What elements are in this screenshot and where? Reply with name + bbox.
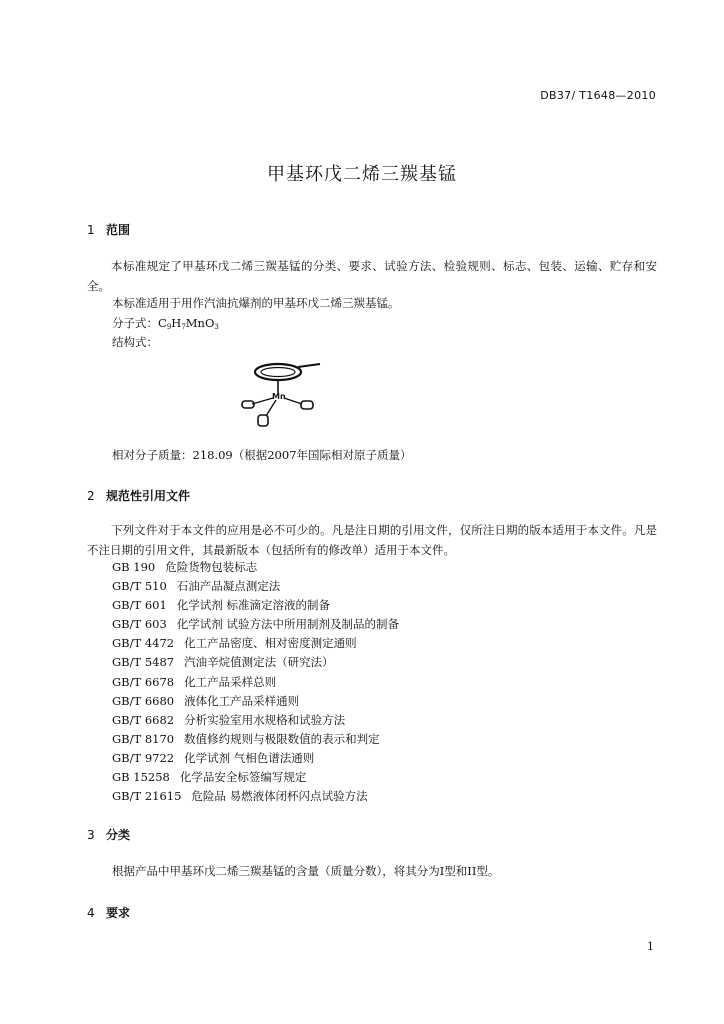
section-2-heading [87, 487, 190, 504]
formula-h: H [171, 316, 182, 330]
document-title: 甲基环戊二烯三羰基锰 [267, 164, 457, 185]
reference-item [112, 558, 399, 577]
reference-name: 化学试剂 标准滴定溶液的制备 [176, 598, 330, 613]
reference-code: GB 190 [112, 560, 156, 574]
reference-name: 石油产品凝点测定法 [176, 579, 281, 594]
reference-code: GB/T 6682 [112, 712, 175, 727]
reference-code: GB/T 5487 [112, 655, 175, 670]
section-2-intro: 下列文件对于本文件的应用是必不可少的。凡是注日期的引用文件，仅所注日期的版本适用于本文件。凡是不注日期的引用文件，其最新版本（包括所有的修改单）适用于本文件。 [87, 523, 657, 557]
reference-code: GB/T 510 [112, 579, 167, 594]
reference-code: GB/T 6678 [112, 674, 175, 689]
section-1-heading [87, 221, 130, 238]
reference-name: 数值修约规则与极限数值的表示和判定 [184, 731, 380, 746]
section-3-title: 分类 [106, 828, 131, 842]
section-4-title: 要求 [106, 906, 131, 920]
reference-item [112, 634, 399, 653]
reference-code: GB/T 4472 [112, 636, 175, 651]
reference-item [112, 653, 399, 672]
reference-item [112, 749, 399, 768]
reference-code: GB/T 601 [112, 598, 167, 613]
reference-name: 化工产品密度、相对密度测定通则 [184, 636, 357, 651]
reference-item [112, 615, 399, 634]
section-2-title: 规范性引用文件 [106, 489, 191, 503]
section-1-title: 范围 [106, 223, 131, 237]
reference-name: 化工产品采样总则 [184, 674, 277, 689]
reference-code: GB/T 6680 [112, 693, 175, 708]
formula-mno: MnO [185, 316, 215, 330]
section-1-number: 1 [87, 223, 95, 237]
reference-code: GB/T 8170 [112, 731, 175, 746]
reference-item [112, 596, 399, 615]
methyl-bond [298, 364, 320, 367]
reference-name: 危险货物包装标志 [165, 560, 258, 574]
formula-c: C [158, 316, 167, 330]
reference-item [112, 787, 399, 806]
section-4-heading [87, 904, 130, 921]
section-1-paragraph-2: 本标准适用于用作汽油抗爆剂的甲基环戊二烯三羰基锰。 [112, 296, 400, 310]
reference-name: 化学试剂 气相色谱法通则 [184, 750, 315, 765]
standard-code: DB37/ T1648—2010 [540, 89, 656, 102]
normative-reference-list [112, 558, 399, 806]
carbonyl-right [301, 401, 313, 409]
reference-name: 液体化工产品采样通则 [184, 693, 300, 708]
mn-label: Mn [272, 392, 286, 401]
relative-molecular-mass: 相对分子质量：218.09（根据2007年国际相对原子质量） [112, 448, 412, 462]
carbonyl-bond-left [252, 398, 273, 404]
reference-name: 化学品安全标签编写规定 [179, 770, 307, 785]
section-3-number: 3 [87, 828, 95, 842]
reference-code: GB/T 603 [112, 617, 167, 632]
cyclopentadienyl-ring [255, 364, 301, 380]
section-1-paragraph-1: 本标准规定了甲基环戊二烯三羰基锰的分类、要求、试验方法、检验规则、标志、包装、运输、贮存和安全。 [87, 259, 657, 293]
reference-item [112, 692, 399, 711]
section-3-paragraph: 根据产品中甲基环戊二烯三羰基锰的含量（质量分数），将其分为I型和II型。 [112, 864, 500, 878]
reference-name: 汽油辛烷值测定法（研究法） [184, 655, 334, 670]
formula-o-count: 3 [214, 323, 219, 331]
reference-code: GB/T 9722 [112, 750, 175, 765]
structural-formula-diagram [238, 352, 324, 430]
page-number: 1 [647, 940, 654, 953]
reference-item [112, 768, 399, 787]
section-2-number: 2 [87, 489, 95, 503]
carbonyl-bottom [258, 415, 268, 426]
structure-label: 结构式： [112, 335, 158, 349]
reference-item [112, 577, 399, 596]
reference-name: 分析实验室用水规格和试验方法 [184, 712, 346, 727]
section-3-heading [87, 826, 130, 843]
carbonyl-bond-bottom [266, 400, 276, 416]
formula-h-count: 7 [181, 323, 186, 331]
carbonyl-bond-right [284, 398, 302, 404]
reference-code: GB/T 21615 [112, 789, 182, 804]
ring-inner-circle [261, 368, 295, 377]
section-4-number: 4 [87, 906, 95, 920]
formula-c-count: 9 [166, 323, 172, 331]
formula-label: 分子式： [112, 316, 158, 330]
reference-item [112, 730, 399, 749]
reference-item [112, 711, 399, 730]
reference-name: 危险品 易燃液体闭杯闪点试验方法 [191, 789, 368, 804]
reference-code: GB 15258 [112, 770, 170, 785]
reference-name: 化学试剂 试验方法中所用制剂及制品的制备 [176, 617, 399, 632]
reference-item [112, 673, 399, 692]
